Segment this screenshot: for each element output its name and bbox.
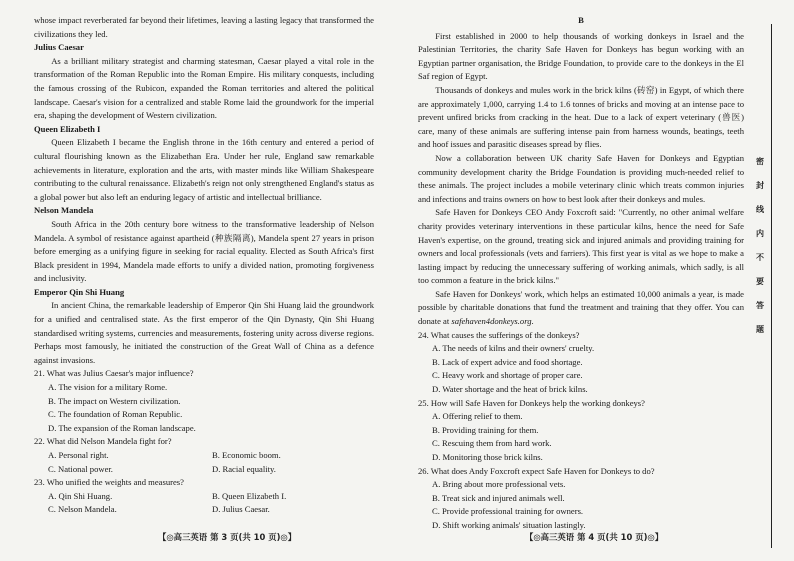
- option-b[interactable]: B. Treat sick and injured animals well.: [432, 492, 565, 503]
- donation-link[interactable]: safehaven4donkeys.org: [451, 316, 532, 327]
- binding-notice: 密 封 线 内 不 要 答 题: [756, 157, 764, 334]
- option-b[interactable]: B. Queen Elizabeth I.: [212, 490, 287, 501]
- option-c[interactable]: C. Rescuing them from hard work.: [432, 438, 552, 449]
- donate-tail: .: [531, 316, 534, 327]
- option-a[interactable]: A. Qin Shi Huang.: [48, 490, 113, 501]
- option-a[interactable]: A. Bring about more professional vets.: [432, 479, 566, 490]
- option-c[interactable]: C. Heavy work and shortage of proper care.: [432, 370, 583, 381]
- question-stem: 21. What was Julius Caesar's major influence?: [34, 368, 194, 379]
- question-23: [34, 476, 374, 517]
- option-d[interactable]: D. The expansion of the Roman landscape.: [48, 422, 196, 433]
- option-b[interactable]: B. Providing training for them.: [432, 424, 539, 435]
- option-a[interactable]: A. Personal right.: [48, 450, 109, 460]
- question-stem: 22. What did Nelson Mandela fight for?: [34, 436, 172, 447]
- option-c[interactable]: C. The foundation of Roman Republic.: [48, 409, 183, 420]
- heading-julius-caesar: Julius Caesar: [34, 42, 84, 53]
- passage-paragraph-donate: [418, 288, 744, 329]
- option-a[interactable]: A. Offering relief to them.: [432, 411, 523, 422]
- option-c[interactable]: C. Provide professional training for owners.: [432, 506, 584, 517]
- option-b[interactable]: B. Economic boom.: [212, 450, 281, 460]
- option-d[interactable]: D. Monitoring those brick kilns.: [432, 452, 543, 462]
- question-stem: 26. What does Andy Foxcroft expect Safe Haven for Donkeys to do?: [418, 465, 655, 476]
- question-stem: 25. How will Safe Haven for Donkeys help the working donkeys?: [418, 397, 645, 408]
- option-b[interactable]: B. Lack of expert advice and food shortage.: [432, 356, 583, 367]
- donate-text: Safe Haven for Donkeys' work, which helps an estimated 10,000 animals a year, is made possible by charitable donations that fund the treatment and training that they offer. You can donate at: [418, 288, 744, 327]
- text-nelson-mandela: South Africa in the 20th century bore witness to the transformative leadership of Nelson Mandela. A symbol of resistance against apartheid (种族隔离), Mandela spent 27 years in prison before emerging as a unifying figure in seeking for racial equality. Elected as South Africa's first Black president in 1994, Mandela made efforts to unify a divided nation, promoting forgiveness and inclusivity.: [34, 218, 374, 284]
- text-qin-shi-huang: In ancient China, the remarkable leadership of Emperor Qin Shi Huang laid the groundwork for a unified and centralised state. As the first emperor of the Qin Dynasty, Qin Shi Huang standardised writing systems, currencies and measurements, fostering unity across diverse regions. Perhaps most famously, he initiated the construction of the Great Wall of China as a defence against invasions.: [34, 300, 374, 365]
- passage-paragraph: Thousands of donkeys and mules work in the brick kilns (砖窑) in Egypt, of which there are approximately 1,000, carrying 1.4 to 1.6 tonnes of bricks and moving at an intense pace to prevent unfired bricks from cracking in the heat. Due to a lack of expert veterinary (兽医) care, many of these animals are suffering intense pain from harness wounds, beatings, teeth and hoof issues and parasitic diseases spread by flies.: [418, 84, 744, 150]
- question-stem: 24. What causes the sufferings of the donkeys?: [418, 329, 580, 340]
- heading-nelson-mandela: Nelson Mandela: [34, 205, 94, 216]
- option-a[interactable]: A. The needs of kilns and their owners' cruelty.: [432, 343, 595, 354]
- question-24: [418, 329, 744, 397]
- right-page: [418, 14, 744, 533]
- section-letter: B: [578, 15, 584, 25]
- option-d[interactable]: D. Water shortage and the heat of brick kilns.: [432, 384, 588, 395]
- page-footer-left: 【◎高三英语 第 3 页(共 10 页)◎】: [158, 532, 297, 542]
- left-page: [34, 14, 374, 517]
- heading-queen-elizabeth: Queen Elizabeth I: [34, 123, 101, 134]
- option-c[interactable]: C. Nelson Mandela.: [48, 504, 117, 515]
- passage-paragraph: Safe Haven for Donkeys CEO Andy Foxcroft said: "Currently, no other animal welfare charity provides veterinary interventions in these particular kilns, hence the need for Safe Haven's expertise, on the ground, treating sick and injured animals and providing training for owners and local professionals (vets and farriers). This first year is vital as we hope to make a lasting impact by reducing the unnecessary suffering of working animals, which sadly, is all too common a feature in the brick kilns.": [418, 207, 744, 286]
- binding-line: [771, 24, 772, 548]
- text-queen-elizabeth: Queen Elizabeth I became the English throne in the 16th century and entered a period of cultural flourishing known as the Elizabethan Era. Under her rule, England saw remarkable achievements in literature, exploration and the arts, with master minds like William Shakespeare contributing to the cultural renaissance. Elizabeth's reign not only strengthened England's status as a global power but also left an enduring legacy of artistic and intellectual brilliance.: [34, 137, 374, 202]
- question-26: [418, 465, 744, 533]
- question-21: [34, 367, 374, 435]
- passage-paragraph: First established in 2000 to help thousands of working donkeys in Israel and the Palestinian Territories, the charity Safe Haven for Donkeys has begun working with an Egyptian partner organisation, the Bridge Foundation, to provide care to the donkeys in the El Saf region of Egypt.: [418, 30, 744, 82]
- passage-paragraph: Now a collaboration between UK charity Safe Haven for Donkeys and Egyptian community development charity the Bridge Foundation is providing much-needed relief to these animals. The project includes a mobile veterinary clinic which treats common injuries and infections and trains owners on how to best look after their donkeys and mules.: [418, 152, 744, 204]
- page-footer-right: 【◎高三英语 第 4 页(共 10 页)◎】: [525, 532, 664, 542]
- question-22: [34, 435, 374, 476]
- option-b[interactable]: B. The impact on Western civilization.: [48, 395, 181, 406]
- heading-qin-shi-huang: Emperor Qin Shi Huang: [34, 286, 125, 297]
- text-julius-caesar: As a brilliant military strategist and charming statesman, Caesar played a vital role in the transformation of the Roman Republic into the Roman Empire. His military conquests, including the famous crossing of the Rubicon, expanded the Roman territories and altered the political landscape. Caesar's vision for a centralized and stable Rome laid the groundwork for the imperial era, shaping the development of Western civilization.: [34, 55, 374, 121]
- question-25: [418, 397, 744, 465]
- option-c[interactable]: C. National power.: [48, 463, 113, 474]
- option-a[interactable]: A. The vision for a military Rome.: [48, 382, 168, 393]
- question-stem: 23. Who unified the weights and measures?: [34, 477, 184, 488]
- option-d[interactable]: D. Shift working animals' situation lastingly.: [432, 519, 586, 530]
- option-d[interactable]: D. Racial equality.: [212, 463, 276, 474]
- option-d[interactable]: D. Julius Caesar.: [212, 504, 270, 515]
- intro-tail: whose impact reverberated far beyond their lifetimes, leaving a lasting legacy that transformed the civilizations they led.: [34, 15, 374, 39]
